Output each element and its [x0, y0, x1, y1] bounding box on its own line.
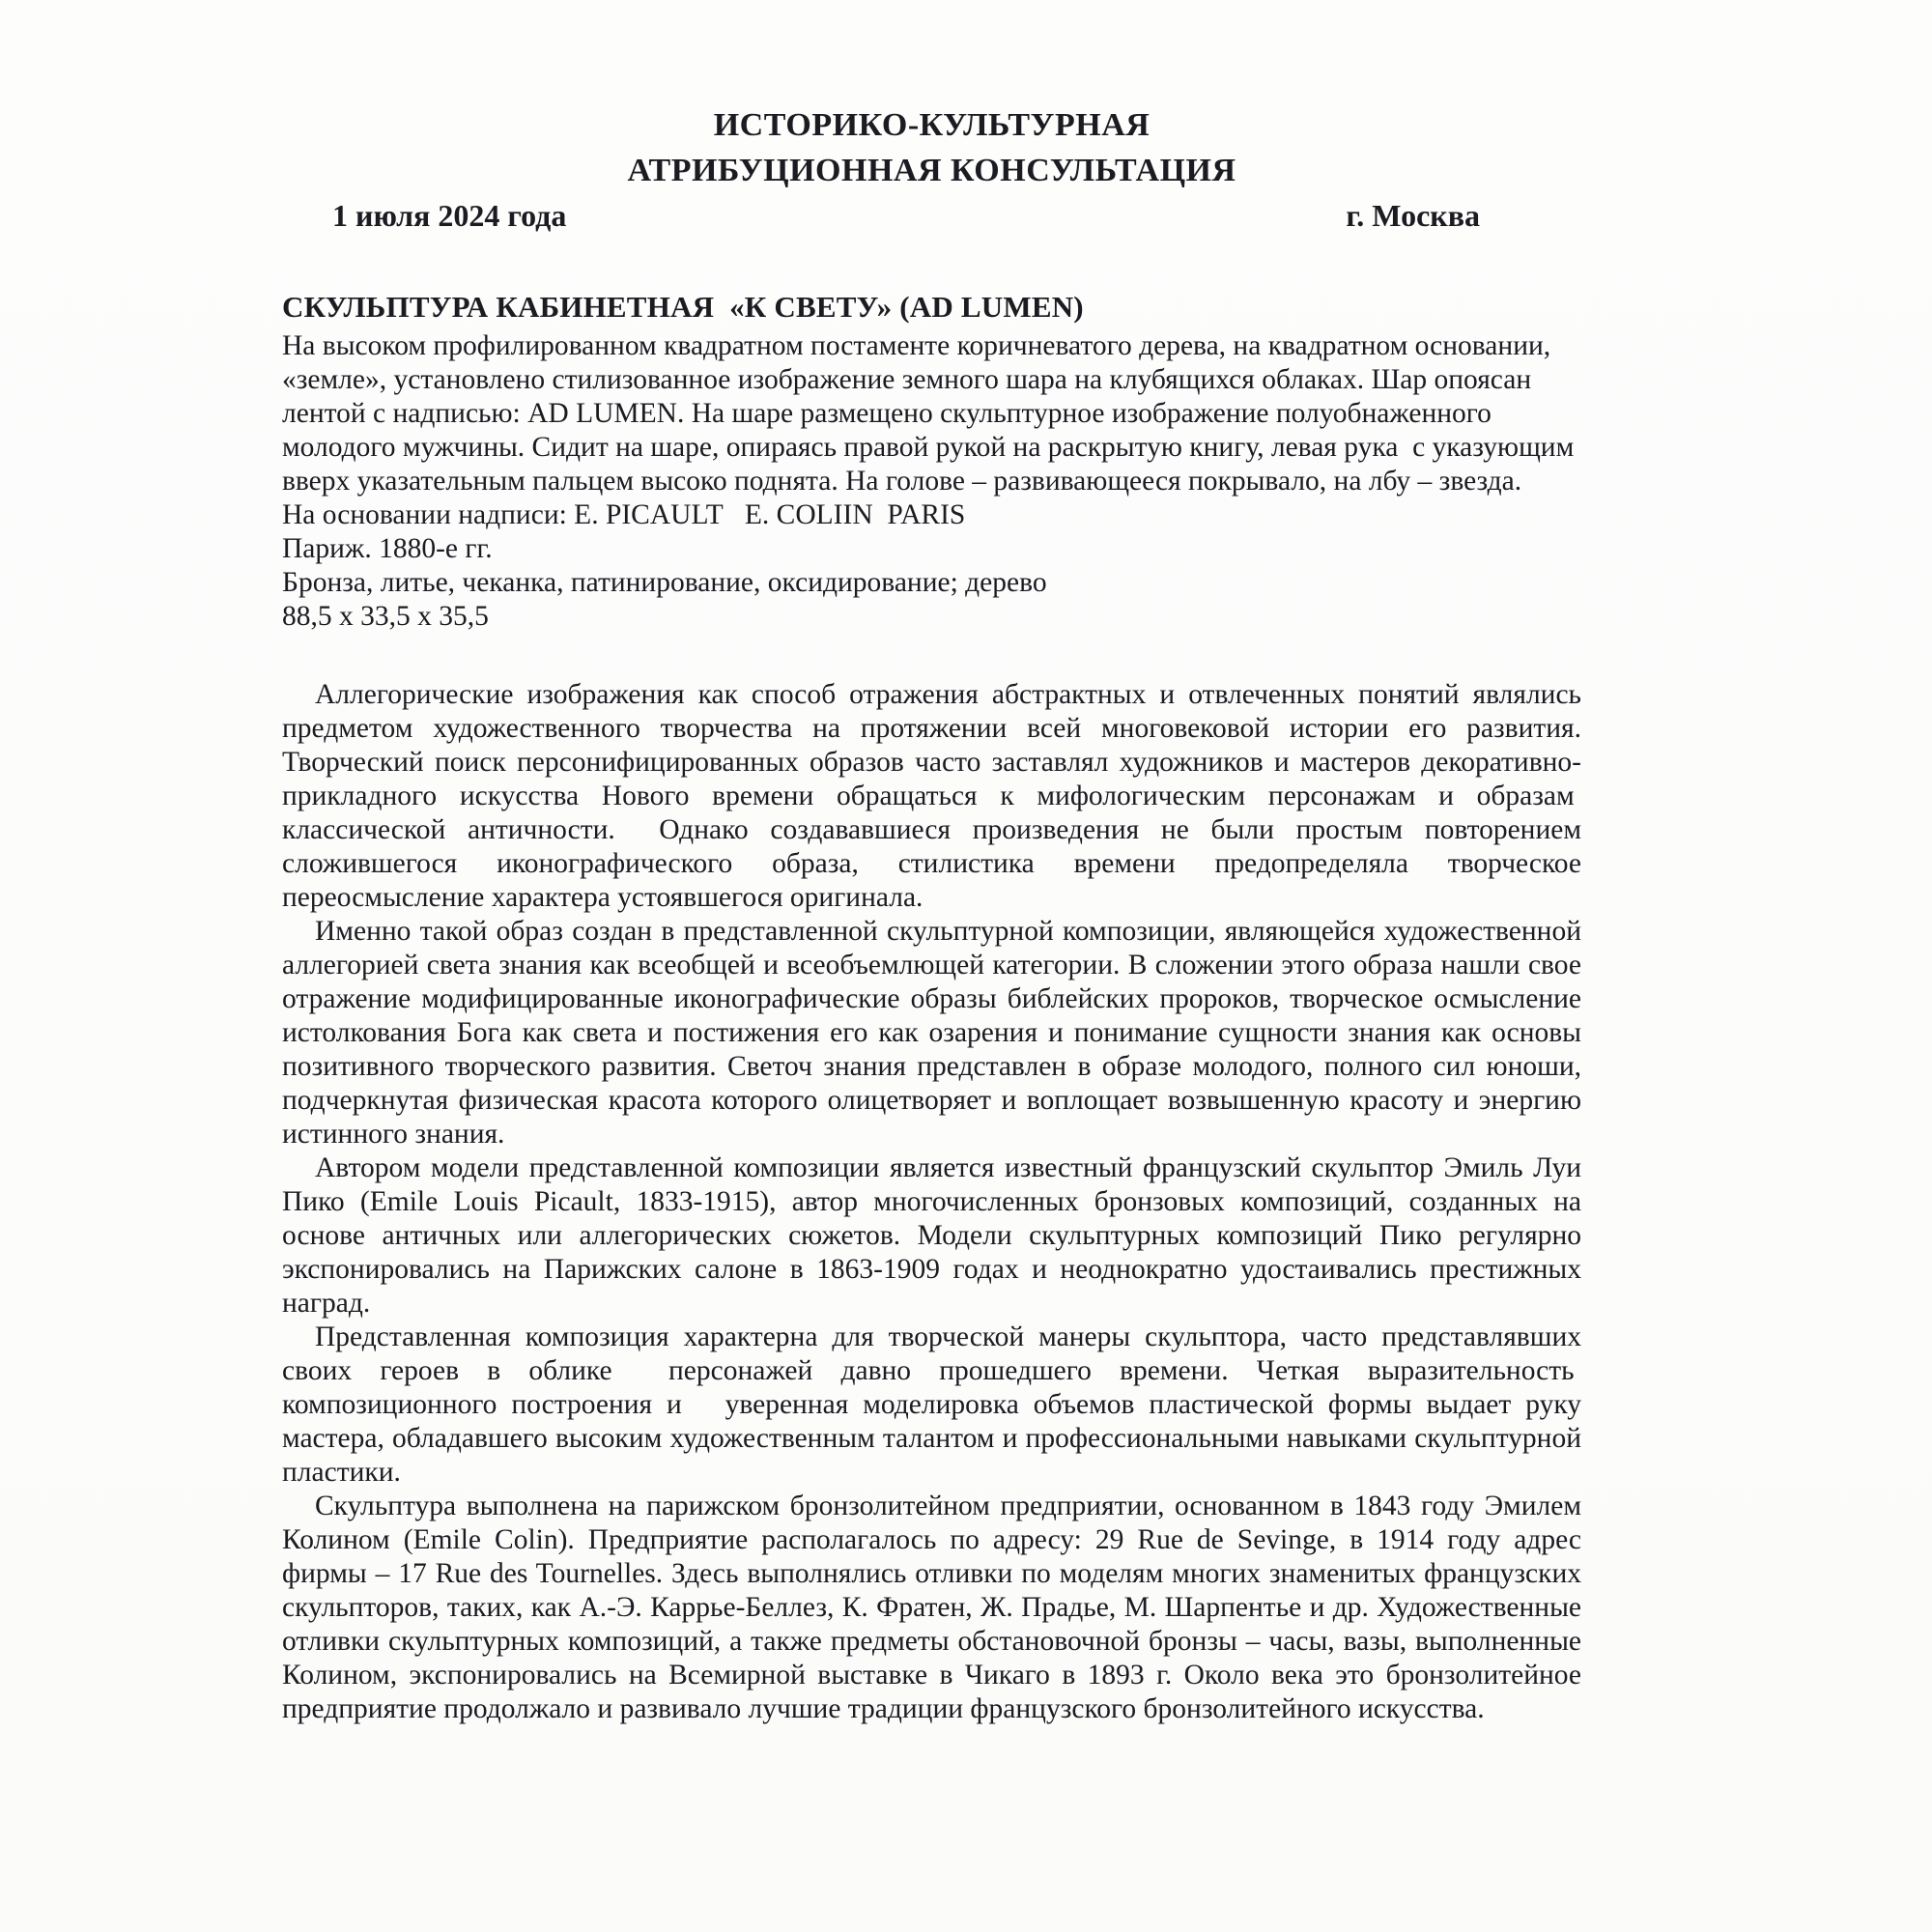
object-description-text: На высоком профилированном квадратном постаменте коричневатого дерева, на квадратном основании, «земле», установлено стилизованное изображение земного шара на клубящихся облаках. Шар опоясан лентой с надписью: AD LUMEN. На шаре размещено скульптурное изображение полуобнаженного молодого мужчины. Сидит на шаре, опираясь правой рукой на раскрытую книгу, левая рука с указующим вверх указательным пальцем высоко поднята. На голове – развивающееся покрывало, на лбу – звезда. — [282, 330, 1575, 497]
object-attribution-section — [282, 289, 1581, 634]
object-inscription-line: На основании надписи: E. PICAULT E. COLIIN PARIS — [282, 499, 966, 530]
object-dimensions-line: 88,5 x 33,5 x 35,5 — [282, 601, 489, 632]
document-content — [282, 102, 1581, 1726]
object-materials-line: Бронза, литье, чеканка, патинирование, оксидирование; дерево — [282, 567, 1047, 598]
document-date: 1 июля 2024 года — [332, 198, 567, 233]
essay-section — [282, 678, 1581, 1726]
document-title-line-2: АТРИБУЦИОННАЯ КОНСУЛЬТАЦИЯ — [627, 153, 1236, 188]
document-title — [282, 102, 1581, 193]
document-title-line-1: ИСТОРИКО-КУЛЬТУРНАЯ — [713, 107, 1151, 143]
document-header — [282, 102, 1581, 239]
object-heading: СКУЛЬПТУРА КАБИНЕТНАЯ «К СВЕТУ» (AD LUMEN) — [282, 290, 1084, 324]
essay-paragraph-image-concept: Именно такой образ создан в представленной скульптурной композиции, являющейся художественной аллегорией света знания как всеобщей и всеобъемлющей категории. В сложении этого образа нашли свое отражение модифицированные иконографические образы библейских пророков, творческое осмысление истолкования Бога как света и постижения его как озарения и понимание сущности знания как основы позитивного творческого развития. Светоч знания представлен в образе молодого, полного сил юноши, подчеркнутая физическая красота которого олицетворяет и воплощает возвышенную красоту и энергию истинного знания. — [282, 916, 1581, 1150]
object-origin-line: Париж. 1880-е гг. — [282, 533, 493, 564]
essay-paragraph-sculptor: Автором модели представленной композиции является известный французский скульптор Эмиль Луи Пико (Emile Louis Picault, 1833-1915), автор многочисленных бронзовых композиций, созданных на основе античных или аллегорических сюжетов. Модели скульптурных композиций Пико регулярно экспонировались на Парижских салоне в 1863-1909 годах и неоднократно удостаивались престижных наград. — [282, 1152, 1581, 1319]
document-city: г. Москва — [1346, 198, 1480, 233]
essay-paragraph-foundry: Скульптура выполнена на парижском бронзолитейном предприятии, основанном в 1843 году Эмилем Колином (Emile Colin). Предприятие располагалось по адресу: 29 Rue de Sevinge, в 1914 году адрес фирмы – 17 Rue des Tournelles. Здесь выполнялись отливки по моделям многих знаменитых французских скульпторов, таких, как А.-Э. Каррье-Беллез, К. Фратен, Ж. Прадье, М. Шарпентье и др. Художественные отливки скульптурных композиций, а также предметы обстановочной бронзы – часы, вазы, выполненные Колином, экспонировались на Всемирной выставке в Чикаго в 1893 г. Около века это бронзолитейное предприятие продолжало и развивало лучшие традиции французского бронзолитейного искусства. — [282, 1491, 1581, 1724]
essay-paragraph-composition-style: Представленная композиция характерна для творческой манеры скульптора, часто представлявших своих героев в облике персонажей давно прошедшего времени. Четкая выразительность композиционного построения и уверенная моделировка объемов пластической формы выдает руку мастера, обладавшего высоким художественным талантом и профессиональными навыками скульптурной пластики. — [282, 1321, 1581, 1488]
date-city-row — [282, 193, 1581, 239]
essay-paragraph-allegory: Аллегорические изображения как способ отражения абстрактных и отвлеченных понятий являлись предметом художественного творчества на протяжении всей многовековой истории его развития. Творческий поиск персонифицированных образов часто заставлял художников и мастеров декоративно-прикладного искусства Нового времени обращаться к мифологическим персонажам и образам классической античности. Однако создававшиеся произведения не были простым повторением сложившегося иконографического образа, стилистика времени предопределяла творческое переосмысление характера устоявшегося оригинала. — [282, 679, 1581, 913]
